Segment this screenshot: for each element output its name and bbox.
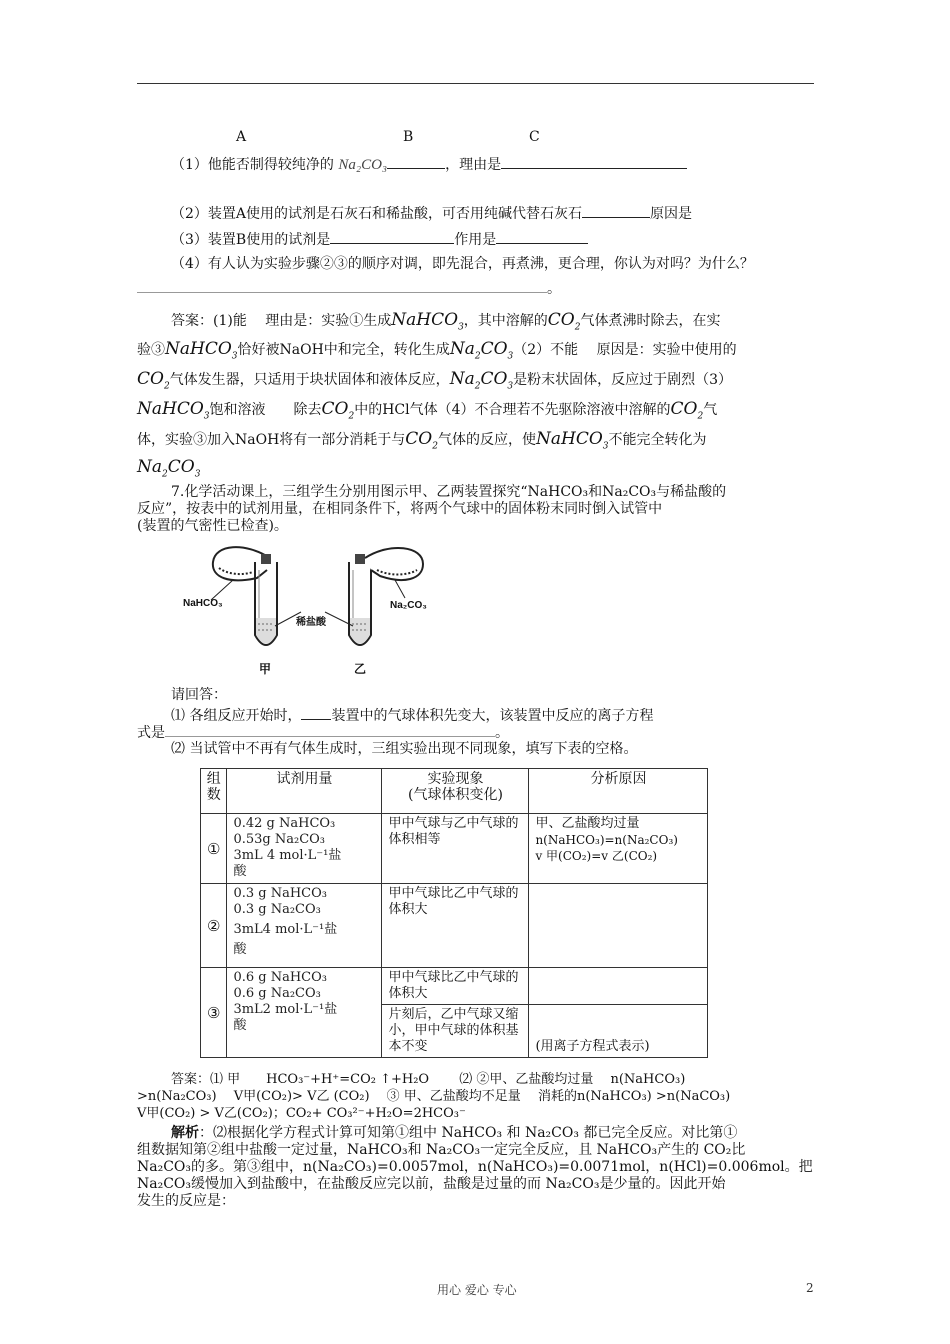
table-row: 片刻后，乙中气球又缩小，甲中气球的体积基本不变 (用离子方程式表示) bbox=[201, 1005, 708, 1058]
question-1-reason: ，理由是 bbox=[445, 157, 502, 173]
figure-label-nahco3: NaHCO₃ bbox=[183, 598, 223, 609]
header-reagent: 试剂用量 bbox=[227, 769, 382, 814]
answer-6-line1: 答案：(1)能 理由是：实验①生成NaHCO$_3$，其中溶解的$CO_2$气体煮沸时除去，在实 bbox=[171, 310, 721, 333]
nahco3-formula: NaHCO$_3$ bbox=[391, 310, 464, 333]
co2-formula: $CO_2$ bbox=[405, 429, 438, 452]
apparatus-label-c: C bbox=[529, 129, 540, 145]
question-2 bbox=[171, 203, 692, 223]
figure-label-na2co3: Na₂CO₃ bbox=[390, 600, 427, 611]
answer-7-line3: V甲(CO₂) > V乙(CO₂)；CO₂+ CO₃²⁻+H₂O=2HCO₃⁻ bbox=[137, 1106, 466, 1121]
header-rule bbox=[137, 83, 814, 84]
apparatus-label-b: B bbox=[403, 129, 414, 145]
question-1-text: （1）他能否制得较纯净的 bbox=[171, 157, 334, 173]
page-number: 2 bbox=[806, 1281, 814, 1295]
nahco3-formula: NaHCO$_3$ bbox=[535, 429, 609, 452]
question-7-line1: 7.化学活动课上，三组学生分别用图示甲、乙两装置探究“NaHCO₃和Na₂CO₃与稀盐酸的 bbox=[171, 484, 727, 500]
question-2-text: （2）装置A使用的试剂是石灰石和稀盐酸，可否用纯碱代替石灰石 bbox=[171, 206, 583, 222]
table-row: ① 0.42 g NaHCO₃ 0.53g Na₂CO₃ 3mL 4 mol·L⁻¹盐 酸 甲中气球与乙中气球的体积相等 甲、乙盐酸均过量 n(NaHCO₃)=n(Na₂CO₃) v 甲(CO₂)=v 乙(CO₂) bbox=[201, 814, 708, 884]
analysis-line2: 组数据知第②组中盐酸一定过量，NaHCO₃和 Na₂CO₃一定完全反应，且 NaHCO₃产生的 CO₂比 bbox=[137, 1142, 746, 1158]
header-group: 组数 bbox=[201, 769, 227, 814]
question-3-text: （3）装置B使用的试剂是 bbox=[171, 232, 331, 248]
na2co3-formula: $Na_2CO_3$ bbox=[449, 339, 514, 362]
answer-7-line1: 答案：⑴ 甲 HCO₃⁻+H⁺=CO₂ ↑+H₂O ⑵ ②甲、乙盐酸均过量 n(NaHCO₃) bbox=[171, 1072, 686, 1087]
balloon-yi-icon bbox=[365, 548, 423, 580]
question-4: （4）有人认为实验步骤②③的顺序对调，即先混合，再煮沸，更合理，你认为对吗？为什么？ bbox=[171, 256, 754, 272]
na2co3-formula: $Na_2CO_3$ bbox=[449, 369, 514, 392]
table-row: ③ 0.6 g NaHCO₃ 0.6 g Na₂CO₃ 3mL2 mol·L⁻¹盐 酸 甲中气球比乙中气球的体积大 bbox=[201, 968, 708, 1005]
figure-label-yi: 乙 bbox=[354, 662, 367, 676]
figure-label-jia: 甲 bbox=[259, 662, 272, 676]
na2co3-formula: Na₂CO₃ bbox=[338, 157, 388, 173]
figure-label-hcl: 稀盐酸 bbox=[296, 617, 326, 628]
answer-6-line2: 验③NaHCO$_3$恰好被NaOH中和完全，转化生成$Na_2CO_3(2)$不能 原因是：实验中使用的 bbox=[137, 339, 737, 362]
question-1 bbox=[171, 154, 687, 174]
question-3 bbox=[171, 229, 588, 249]
answer-6-line4: NaHCO$_3$饱和溶液 除去$CO_2$中的HCl气体（4）不合理若不先驱除溶液中溶解的$CO_2$气 bbox=[137, 399, 718, 422]
answer-blank[interactable] bbox=[330, 229, 454, 244]
sub-question-2: ⑵ 当试管中不再有气体生成时，三组实验出现不同现象，填写下表的空格。 bbox=[171, 741, 638, 757]
answer-cell[interactable]: (用离子方程式表示) bbox=[529, 1005, 708, 1058]
analysis-line4: Na₂CO₃缓慢加入到盐酸中，在盐酸反应完以前，盐酸是过量的而 Na₂CO₃是少量的。因此开始 bbox=[137, 1176, 726, 1192]
answer-blank[interactable] bbox=[165, 722, 495, 737]
analysis-line5: 发生的反应是： bbox=[137, 1193, 235, 1209]
answer-blank[interactable] bbox=[137, 278, 547, 293]
header-reason: 分析原因 bbox=[529, 769, 708, 814]
test-tube-yi-icon bbox=[349, 554, 371, 645]
table-row: ② 0.3 g NaHCO₃ 0.3 g Na₂CO₃ 3mL4 mol·L⁻¹盐 酸 甲中气球比乙中气球的体积大 bbox=[201, 884, 708, 968]
analysis-line3: Na₂CO₃的多。第③组中，n(Na₂CO₃)=0.0057mol，n(NaHCO₃)=0.0071mol，n(HCl)=0.006mol。把 bbox=[137, 1159, 813, 1175]
answer-blank[interactable] bbox=[496, 229, 588, 244]
analysis-line1: 解析：⑵根据化学方程式计算可知第①组中 NaHCO₃ 和 Na₂CO₃ 都已完全反应。对比第① bbox=[171, 1125, 738, 1141]
na2co3-formula: $Na_2CO_3$ bbox=[137, 457, 201, 480]
answer-blank[interactable] bbox=[501, 154, 687, 169]
answer-6-line3: $CO_2$气体发生器，只适用于块状固体和液体反应，$Na_2CO_3$是粉末状固体，反应过于剧烈（3） bbox=[137, 369, 733, 392]
analysis-label: 解析 bbox=[171, 1125, 199, 1141]
apparatus-label-a: A bbox=[236, 129, 247, 145]
answer-blank[interactable] bbox=[582, 203, 650, 218]
answer-7-line2: >n(Na₂CO₃) V甲(CO₂)> V乙 (CO₂) ③ 甲、乙盐酸均不足量 消耗的n(NaHCO₃) >n(NaCO₃) bbox=[137, 1089, 731, 1104]
co2-formula: $CO_2$ bbox=[137, 369, 170, 392]
questions-intro: 请回答： bbox=[171, 687, 227, 703]
co2-formula: $CO_2$ bbox=[321, 399, 355, 422]
question-7-line2: 反应”，按表中的试剂用量，在相同条件下，将两个气球中的固体粉末同时倒入试管中 bbox=[137, 501, 663, 517]
question-4-line2: 。 bbox=[137, 278, 561, 298]
header-phenomenon: 实验现象 (气球体积变化) bbox=[382, 769, 529, 814]
nahco3-formula: NaHCO$_3$ bbox=[165, 339, 238, 362]
answer-cell[interactable] bbox=[529, 968, 708, 1005]
answer-blank[interactable] bbox=[387, 154, 445, 169]
question-3-mid: 作用是 bbox=[454, 232, 497, 248]
question-2-tail: 原因是 bbox=[650, 206, 693, 222]
question-7-line3: (装置的气密性已检查)。 bbox=[137, 518, 288, 534]
experiment-table bbox=[200, 768, 708, 1058]
nahco3-formula: NaHCO$_3$ bbox=[137, 399, 210, 422]
answer-6-line5: 体，实验③加入NaOH将有一部分消耗于与$CO_2$气体的反应，使NaHCO$_3$不能完全转化为 bbox=[137, 429, 707, 452]
sub-question-1: ⑴ 各组反应开始时， 装置中的气球体积先变大，该装置中反应的离子方程 bbox=[171, 705, 653, 725]
co2-formula: $CO_2$ bbox=[547, 310, 581, 333]
sub-question-1-cont: 式是 。 bbox=[137, 722, 509, 742]
co2-formula: $CO_2$ bbox=[670, 399, 704, 422]
answer-cell[interactable] bbox=[529, 884, 708, 968]
answer-blank[interactable] bbox=[301, 705, 331, 720]
footer-slogan: 用心 爱心 专心 bbox=[437, 1283, 517, 1297]
